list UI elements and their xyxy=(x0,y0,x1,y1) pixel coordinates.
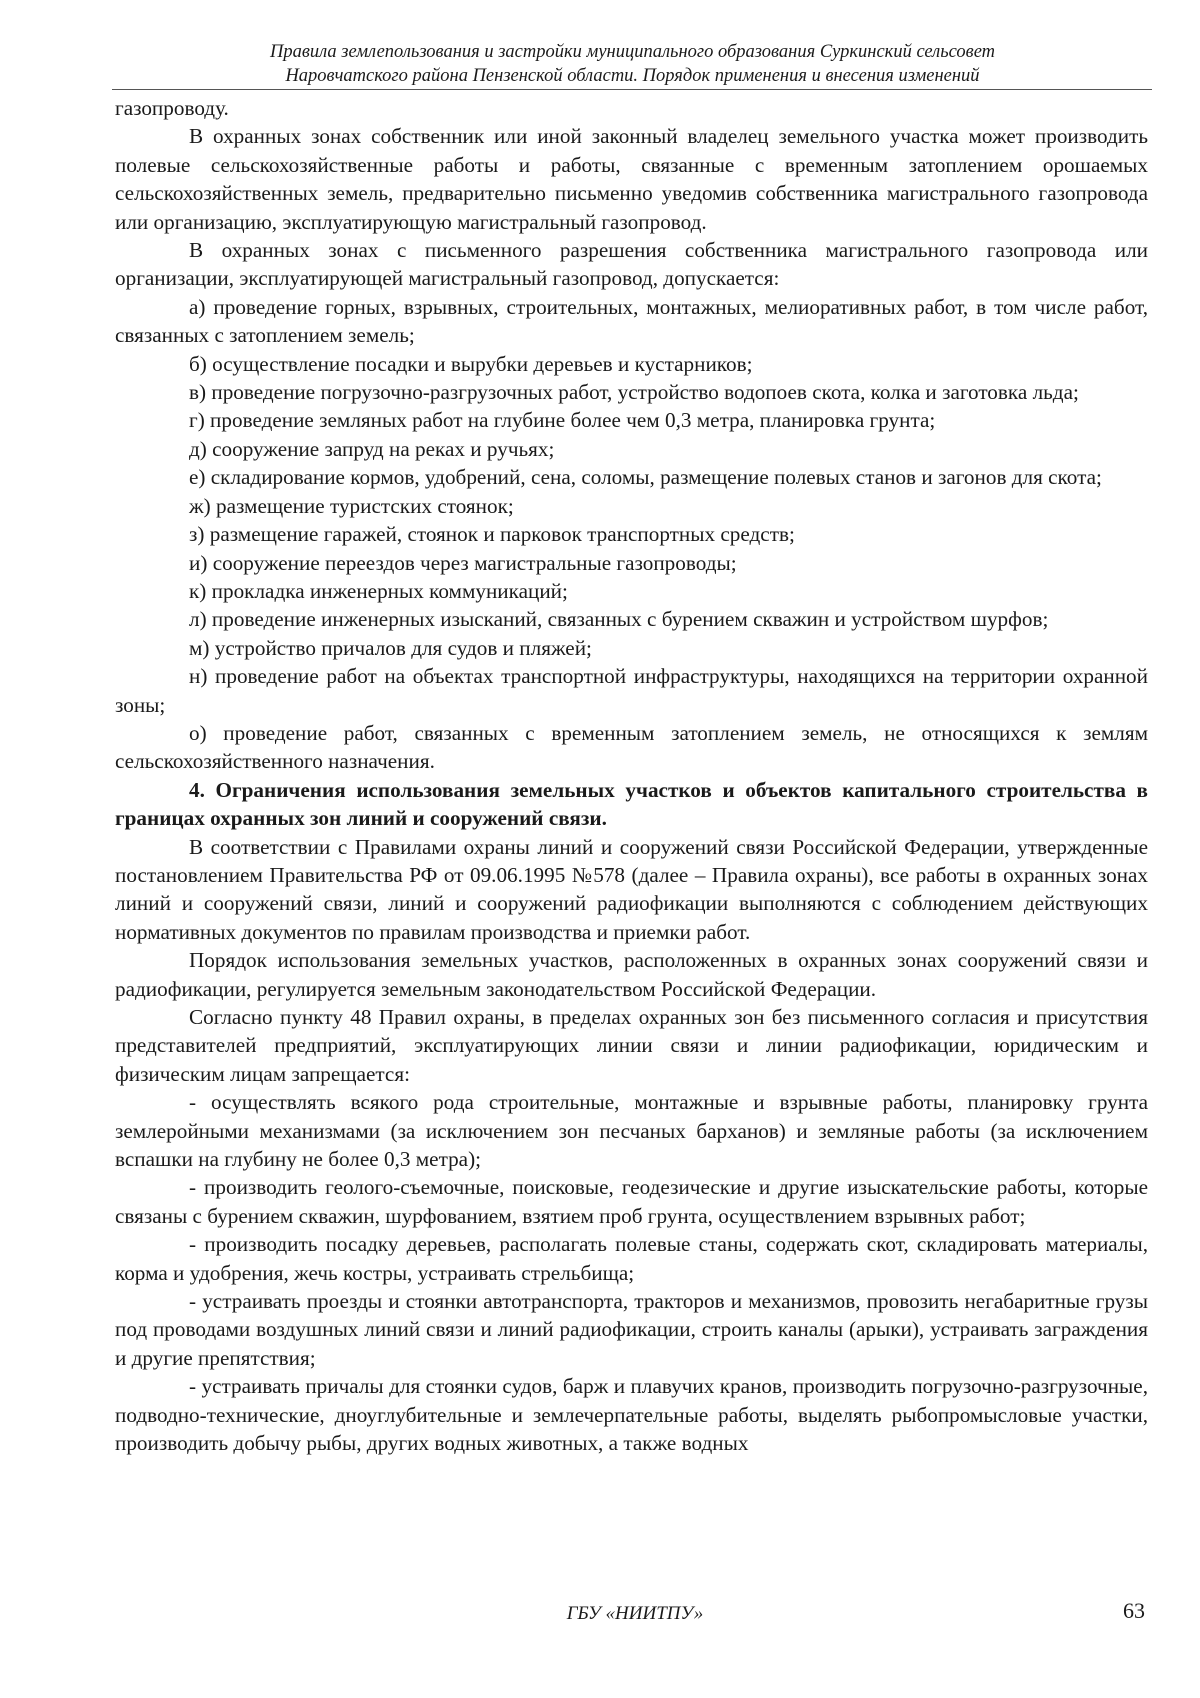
list-item: в) проведение погрузочно-разгрузочных работ, устройство водопоев скота, колка и заготовка льда; xyxy=(189,380,1079,405)
list-item: а) проведение горных, взрывных, строительных, монтажных, мелиоративных работ, в том числе работ, связанных с затоплением земель; xyxy=(115,294,1148,348)
list-item: н) проведение работ на объектах транспортной инфраструктуры, находящихся на территории охранной зоны; xyxy=(115,664,1148,717)
paragraph-continuation: газопроводу. xyxy=(115,96,229,120)
list-item: - производить посадку деревьев, располагать полевые станы, содержать скот, складировать материалы, корма и удобрения, жечь костры, устраивать стрельбища; xyxy=(115,1232,1148,1285)
list-item: д) сооружение запруд на реках и ручьях; xyxy=(189,436,555,461)
paragraph: В охранных зонах собственник или иной законный владелец земельного участка может производить полевые сельскохозяйственные работы и работы, связанные с временным затоплением орошаемых сельскохозяйственных земель, предварительно письменно уведомив собственника магистрального газопровода или организацию, эксплуатирующую магистральный газопровод. xyxy=(115,124,1148,234)
list-item: ж) размещение туристских стоянок; xyxy=(189,493,514,518)
list-item: б) осуществление посадки и вырубки деревьев и кустарников; xyxy=(189,351,753,376)
paragraph: В соответствии с Правилами охраны линий и сооружений связи Российской Федерации, утвержденные постановлением Правительства РФ от 09.06.1995 №578 (далее – Правила охраны), все работы в охранных зонах линий и сооружений связи, линий и сооружений радиофикации выполняются с соблюдением действующих нормативных документов по правилам производства и приемки работ. xyxy=(115,834,1148,944)
list-item: е) складирование кормов, удобрений, сена, соломы, размещение полевых станов и загонов для скота; xyxy=(189,465,1102,490)
header-divider xyxy=(112,89,1152,90)
list-item: г) проведение земляных работ на глубине более чем 0,3 метра, планировка грунта; xyxy=(189,408,936,433)
list-item: - осуществлять всякого рода строительные, монтажные и взрывные работы, планировку грунта землеройными механизмами (за исключением зон песчаных барханов) и земляные работы (за исключением вспашки на глубину не более 0,3 метра); xyxy=(115,1090,1148,1172)
paragraph: Порядок использования земельных участков, расположенных в охранных зонах сооружений связи и радиофикации, регулируется земельным законодательством Российской Федерации. xyxy=(115,948,1148,1001)
list-item: м) устройство причалов для судов и пляжей; xyxy=(189,635,592,660)
page-body xyxy=(115,94,1148,1458)
list-item: л) проведение инженерных изысканий, связанных с бурением скважин и устройством шурфов; xyxy=(189,607,1049,632)
paragraph: Согласно пункту 48 Правил охраны, в пределах охранных зон без письменного согласия и присутствия представителей предприятий, эксплуатирующих линии связи и линии радиофикации, юридическим и физическим лицам запрещается: xyxy=(115,1005,1148,1086)
header-line-1: Правила землепользования и застройки муниципального образования Суркинский сельсовет xyxy=(269,42,996,62)
list-item: о) проведение работ, связанных с временным затоплением земель, не относящихся к землям сельскохозяйственного назначения. xyxy=(115,720,1148,774)
list-item: - устраивать проезды и стоянки автотранспорта, тракторов и механизмов, провозить негабаритные грузы под проводами воздушных линий связи и линий радиофикации, строить каналы (арыки), устраивать заграждения и другие препятствия; xyxy=(115,1289,1148,1370)
page-number: 63 xyxy=(1123,1598,1145,1623)
list-item: - устраивать причалы для стоянки судов, барж и плавучих кранов, производить погрузочно-разгрузочные, подводно-технические, дноуглубительные и землечерпательные работы, выделять рыбопромысловые участки, производить добычу рыбы, других водных животных, а также водных xyxy=(115,1374,1148,1456)
list-item: - производить геолого-съемочные, поисковые, геодезические и другие изыскательские работы, которые связаны с бурением скважин, шурфованием, взятием проб грунта, осуществлением взрывных работ; xyxy=(115,1175,1148,1228)
footer-organization: ГБУ «НИИТПУ» xyxy=(566,1603,704,1624)
paragraph: В охранных зонах с письменного разрешения собственника магистрального газопровода или организации, эксплуатирующей магистральный газопровод, допускается: xyxy=(115,238,1148,291)
section-heading: 4. Ограничения использования земельных участков и объектов капитального строительства в границах охранных зон линий и сооружений связи. xyxy=(115,777,1148,831)
running-header xyxy=(115,40,1150,88)
list-item: и) сооружение переездов через магистральные газопроводы; xyxy=(189,550,737,575)
header-line-2: Наровчатского района Пензенской области. Порядок применения и внесения изменений xyxy=(285,66,980,86)
list-item: к) прокладка инженерных коммуникаций; xyxy=(189,578,568,603)
list-item: з) размещение гаражей, стоянок и парковок транспортных средств; xyxy=(189,522,795,547)
